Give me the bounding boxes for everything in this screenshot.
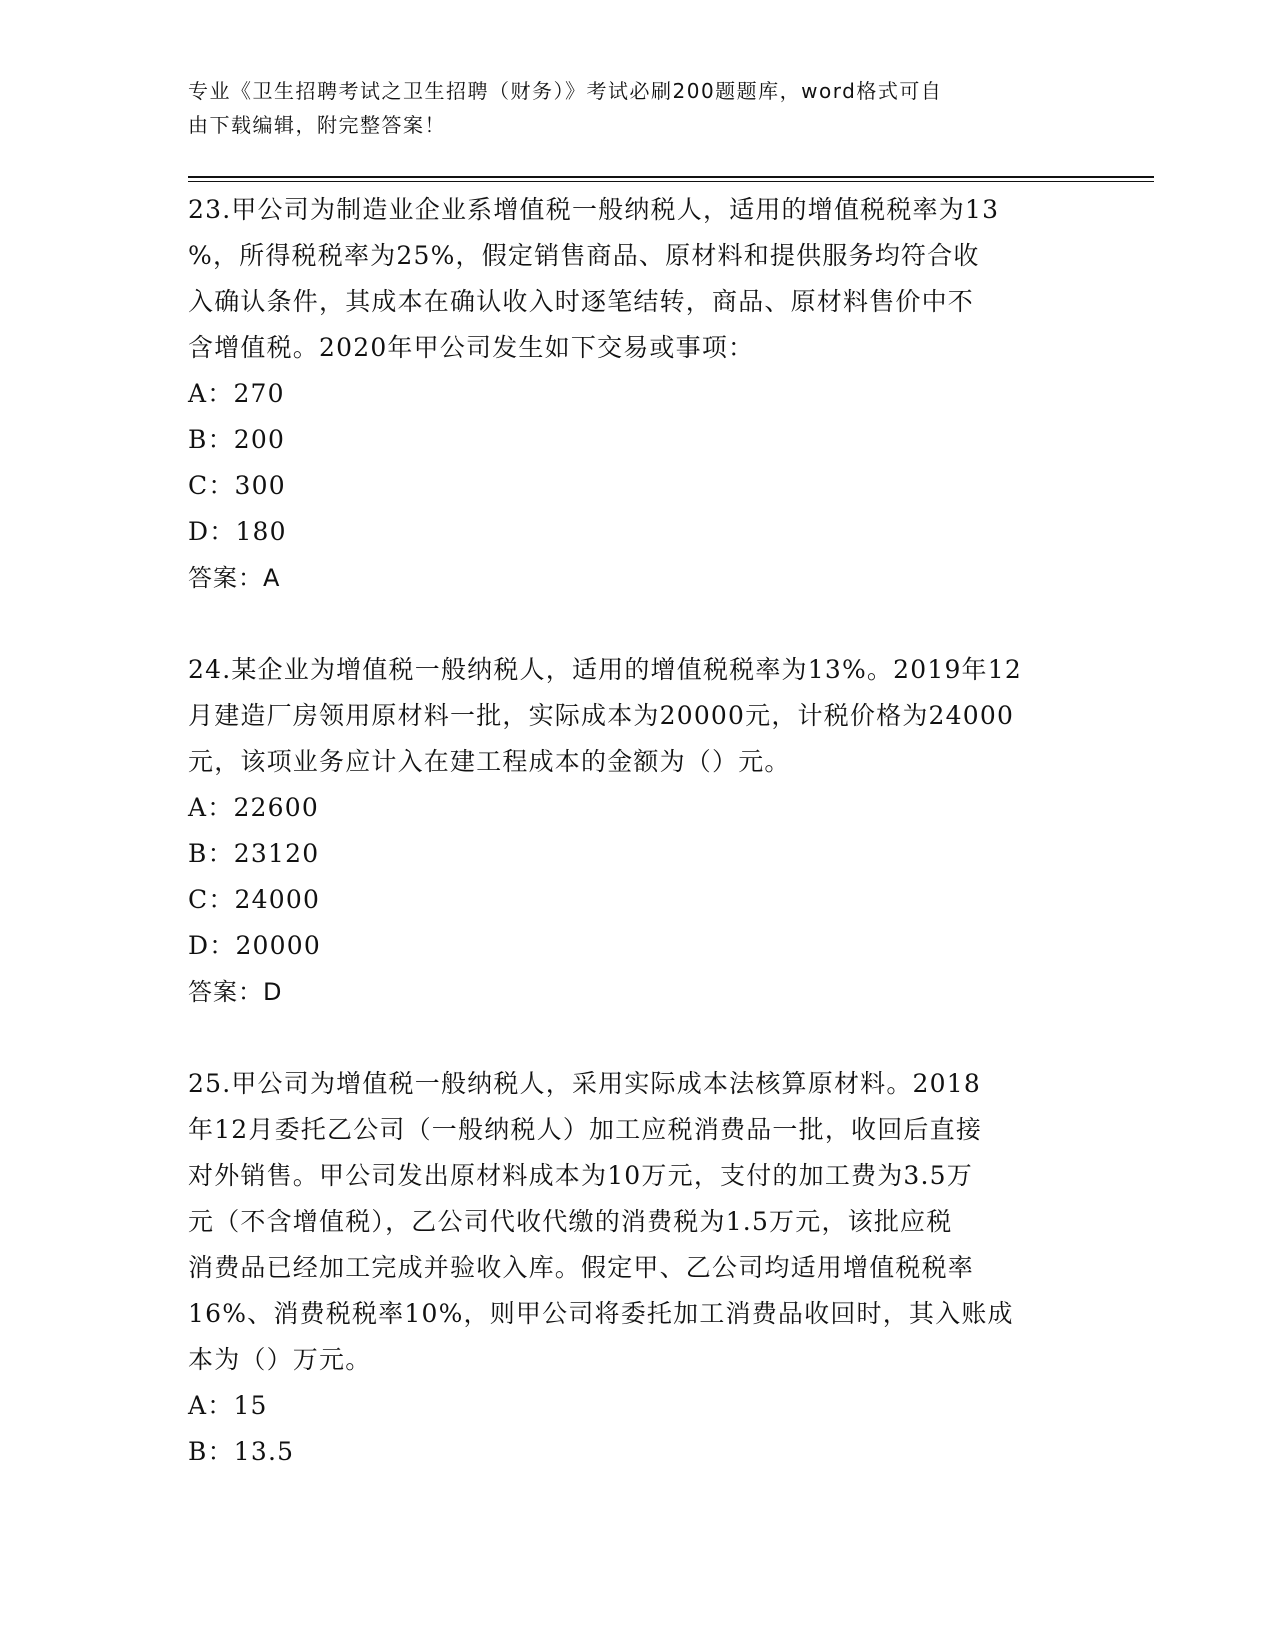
question-text xyxy=(188,647,1088,785)
question-list xyxy=(188,187,1088,1475)
question-text xyxy=(188,1061,1088,1383)
option-b: B：200 xyxy=(188,425,286,454)
header-line-1: 专业《卫生招聘考试之卫生招聘（财务）》考试必刷200题题库，word格式可自 xyxy=(188,79,943,103)
option-b: B：13.5 xyxy=(188,1437,295,1466)
question-line: 16%、消费税税率10%，则甲公司将委托加工消费品收回时，其入账成 xyxy=(188,1299,1014,1328)
header-divider-thick xyxy=(188,176,1154,178)
answer: 答案：D xyxy=(188,978,283,1006)
header-line-2: 由下载编辑，附完整答案！ xyxy=(188,113,446,137)
question-line: %，所得税税率为25%，假定销售商品、原材料和提供服务均符合收 xyxy=(188,241,980,270)
option-d: D：20000 xyxy=(188,931,321,960)
question-line: 本为（）万元。 xyxy=(188,1345,372,1374)
answer: 答案：A xyxy=(188,564,281,592)
option-c: C：24000 xyxy=(188,885,321,914)
question-line: 对外销售。甲公司发出原材料成本为10万元，支付的加工费为3.5万 xyxy=(188,1161,973,1190)
question-line: 消费品已经加工完成并验收入库。假定甲、乙公司均适用增值税税率 xyxy=(188,1253,975,1282)
option-c: C：300 xyxy=(188,471,286,500)
option-d: D：180 xyxy=(188,517,287,546)
question-spacer xyxy=(188,601,1088,647)
question-line: 月建造厂房领用原材料一批，实际成本为20000元，计税价格为24000 xyxy=(188,701,1015,730)
question-line: 入确认条件，其成本在确认收入时逐笔结转，商品、原材料售价中不 xyxy=(188,287,975,316)
header-divider-thin xyxy=(188,181,1154,182)
question-text xyxy=(188,187,1088,371)
question-line: 元（不含增值税），乙公司代收代缴的消费税为1.5万元，该批应税 xyxy=(188,1207,953,1236)
question-23 xyxy=(188,187,1088,601)
option-a: A：22600 xyxy=(188,793,319,822)
option-b: B：23120 xyxy=(188,839,320,868)
question-24 xyxy=(188,647,1088,1015)
question-line: 25.甲公司为增值税一般纳税人，采用实际成本法核算原材料。2018 xyxy=(188,1069,981,1098)
question-line: 元，该项业务应计入在建工程成本的金额为（）元。 xyxy=(188,747,791,776)
option-a: A：15 xyxy=(188,1391,268,1420)
question-line: 24.某企业为增值税一般纳税人，适用的增值税税率为13%。2019年12 xyxy=(188,655,1022,684)
question-line: 年12月委托乙公司（一般纳税人）加工应税消费品一批，收回后直接 xyxy=(188,1115,983,1144)
option-a: A：270 xyxy=(188,379,285,408)
question-line: 含增值税。2020年甲公司发生如下交易或事项： xyxy=(188,333,755,362)
question-line: 23.甲公司为制造业企业系增值税一般纳税人，适用的增值税税率为13 xyxy=(188,195,1000,224)
question-25 xyxy=(188,1061,1088,1475)
document-header xyxy=(188,74,1068,142)
question-spacer xyxy=(188,1015,1088,1061)
